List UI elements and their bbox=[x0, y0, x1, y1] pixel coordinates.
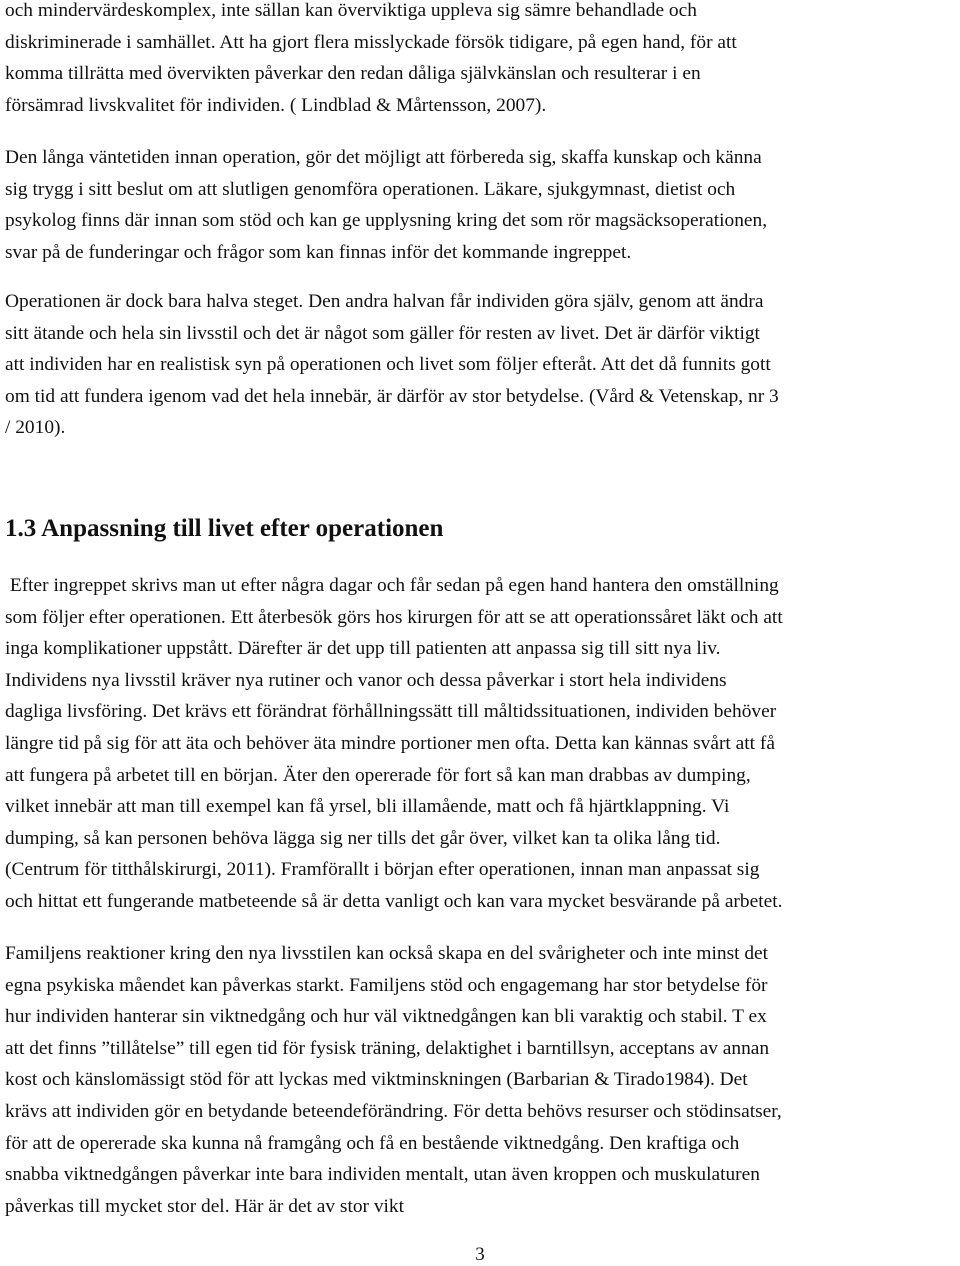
text-line: inga komplikationer uppstått. Därefter är det upp till patienten att anpassa sig till sitt nya liv. bbox=[5, 638, 721, 660]
text-line: längre tid på sig för att äta och behöver äta mindre portioner men ofta. Detta kan kännas svårt att få bbox=[5, 732, 775, 754]
text-line: Den långa väntetiden innan operation, gör det möjligt att förbereda sig, skaffa kunskap och känna bbox=[5, 147, 762, 168]
text-line: diskriminerade i samhället. Att ha gjort flera misslyckade försök tidigare, på egen hand, för att bbox=[5, 31, 737, 53]
text-line: Individens nya livsstil kräver nya rutiner och vanor och dessa påverkar i stort hela individens bbox=[5, 669, 727, 691]
text-line: sitt ätande och hela sin livsstil och det är något som gäller för resten av livet. Det är därför viktigt bbox=[5, 322, 760, 344]
text-line: kost och känslomässigt stöd för att lyckas med viktminskningen (Barbarian & Tirado1984). Det bbox=[5, 1069, 748, 1091]
page-number-label: 3 bbox=[475, 1244, 485, 1265]
text-line: dumping, så kan personen behöva lägga sig ner tills det går över, vilket kan ta olika lång tid. bbox=[5, 827, 721, 849]
text-line: som följer efter operationen. Ett återbesök görs hos kirurgen för att se att operationssåret läkt och att bbox=[5, 606, 783, 628]
paragraph-1 bbox=[5, 0, 737, 121]
text-line: och hittat ett fungerande matbeteende så är detta vanligt och kan vara mycket besvärande på arbetet. bbox=[5, 890, 783, 912]
text-line: dagliga livsföring. Det krävs ett förändrat förhållningssätt till måltidssituationen, individen behöver bbox=[5, 701, 777, 723]
text-line: Efter ingreppet skrivs man ut efter några dagar och får sedan på egen hand hantera den omställning bbox=[5, 575, 779, 596]
text-line: och mindervärdeskomplex, inte sällan kan överviktiga uppleva sig sämre behandlade och bbox=[5, 0, 697, 21]
text-line: hur individen hanterar sin viktnedgång och hur väl viktnedgången kan bli varaktig och stabil. T ex bbox=[5, 1006, 767, 1028]
text-line: påverkas till mycket stor del. Här är det av stor vikt bbox=[5, 1195, 405, 1217]
text-line: krävs att individen gör en betydande beteendeförändring. För detta behövs resurser och stödinsatser, bbox=[5, 1100, 782, 1122]
text-line: om tid att fundera igenom vad det hela innebär, är därför av stor betydelse. (Vård & Vetenskap, nr 3 bbox=[5, 385, 779, 407]
paragraph-4 bbox=[5, 570, 783, 918]
text-line: att fungera på arbetet till en början. Äter den opererade för fort så kan man drabbas av dumping, bbox=[5, 764, 751, 786]
text-line: psykolog finns där innan som stöd och kan ge upplysning kring det som rör magsäcksoperationen, bbox=[5, 210, 768, 232]
text-line: försämrad livskvalitet för individen. ( Lindblad & Mårtensson, 2007). bbox=[5, 94, 547, 116]
page-number bbox=[0, 1244, 960, 1266]
text-line: svar på de funderingar och frågor som kan finnas inför det kommande ingreppet. bbox=[5, 241, 632, 263]
text-line: (Centrum för titthålskirurgi, 2011). Framförallt i början efter operationen, innan man anpassat sig bbox=[5, 859, 760, 881]
paragraph-5 bbox=[5, 938, 782, 1222]
text-line: att det finns ”tillåtelse” till egen tid för fysisk träning, delaktighet i barntillsyn, acceptans av annan bbox=[5, 1037, 770, 1059]
text-line: komma tillrätta med övervikten påverkar den redan dåliga självkänslan och resulterar i en bbox=[5, 63, 701, 85]
paragraph-2 bbox=[5, 142, 767, 268]
text-line: / 2010). bbox=[5, 417, 66, 439]
section-heading: 1.3 Anpassning till livet efter operationen bbox=[5, 515, 444, 542]
text-line: sig trygg i sitt beslut om att slutligen genomföra operationen. Läkare, sjukgymnast, dietist och bbox=[5, 178, 736, 200]
text-line: vilket innebär att man till exempel kan få yrsel, bli illamående, matt och få hjärtklappning. Vi bbox=[5, 796, 730, 818]
text-line: snabba viktnedgången påverkar inte bara individen mentalt, utan även kroppen och muskulaturen bbox=[5, 1164, 760, 1186]
text-line: Operationen är dock bara halva steget. Den andra halvan får individen göra själv, genom att ändra bbox=[5, 291, 764, 312]
text-line: för att de opererade ska kunna nå framgång och få en bestående viktnedgång. Den kraftiga och bbox=[5, 1132, 740, 1154]
text-line: Familjens reaktioner kring den nya livsstilen kan också skapa en del svårigheter och inte minst det bbox=[5, 943, 769, 964]
paragraph-3 bbox=[5, 286, 779, 444]
text-line: att individen har en realistisk syn på operationen och livet som följer efteråt. Att det då funnits gott bbox=[5, 354, 771, 376]
text-line: egna psykiska måendet kan påverkas starkt. Familjens stöd och engagemang har stor betydelse för bbox=[5, 974, 768, 996]
